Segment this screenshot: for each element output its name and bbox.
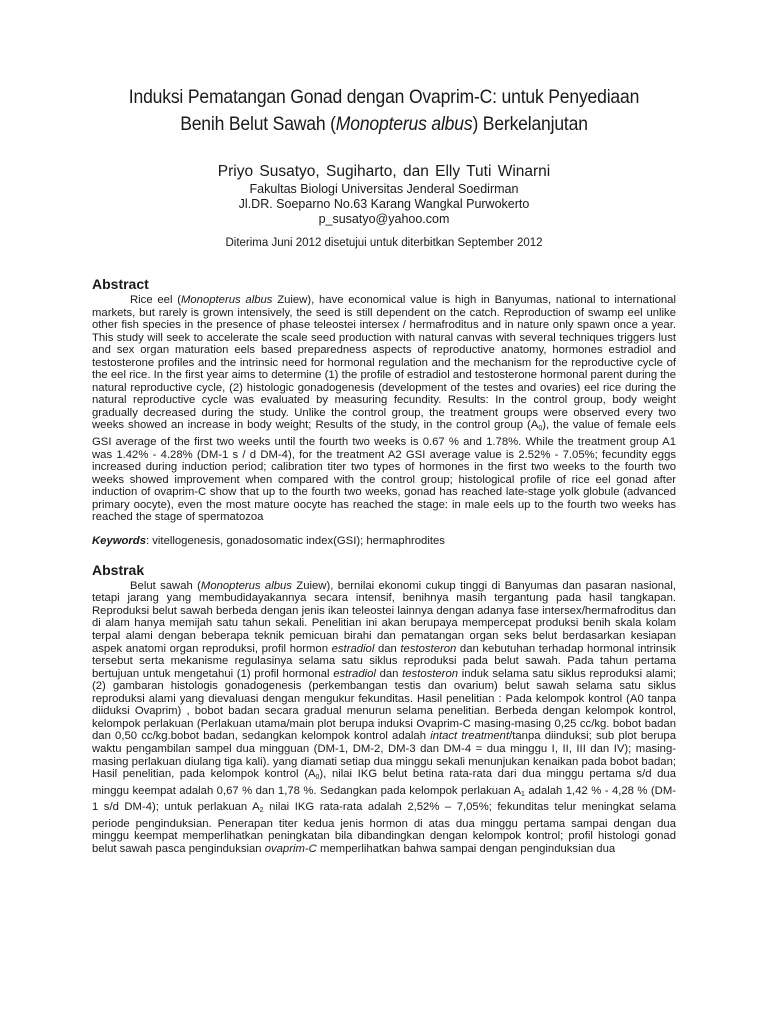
- text-run: induk selama satu siklus reproduksi alami; (2) gambaran histologis gonadogenesis (perkembangan testis dan ovarium) belut sawah selama satu siklus reproduksi alami yang dievaluasi dengan mengukur fekunditas. Hasil penelitian : Pada kelompok kontrol (A0 tanpa diiduksi Ovaprim) , bobot badan secara gradual menurun selama penelitian. Berbeda dengan kelompok kontrol, kelompok perlakuan (Perlakuan utama/main plot berupa induksi Ovaprim-C masing-masing 0,25 cc/kg. bobot badan dan 0,50 cc/kg.bobot badan, sedangkan kelompok kontrol adalah: [92, 667, 676, 743]
- subscript: 0: [538, 425, 543, 433]
- abstrak-heading: Abstrak: [92, 561, 145, 578]
- authors: Priyo Susatyo, Sugiharto, dan Elly Tuti Winarni: [217, 163, 551, 180]
- text-run: memperlihatkan bahwa sampai dengan penginduksian dua: [316, 842, 616, 855]
- title-text: ) Berkelanjutan: [472, 113, 588, 135]
- abstrak-section: [92, 562, 676, 855]
- subscript: 1: [521, 790, 525, 798]
- author-email: p_susatyo@yahoo.com: [318, 212, 450, 226]
- title-species: Monopterus albus: [335, 113, 473, 135]
- subscript: 2: [259, 807, 264, 815]
- abstract-text: [92, 294, 676, 524]
- keywords-label: Keywords: [92, 534, 146, 547]
- italic-term: testosteron: [400, 642, 457, 655]
- keywords: [92, 534, 676, 548]
- title-block: [0, 84, 768, 227]
- italic-term: ovaprim-C: [264, 842, 317, 855]
- abstrak-text: [92, 580, 676, 855]
- text-run: nilai IKG rata-rata adalah 2,52% – 7,05%; fekunditas telur meningkat selama periode penginduksian. Penerapan titer kedua jenis hormon di atas dua minggu pertama sampai dengan dua minggu keempat memperlihatkan peningkatan bila dibandingkan dengan kelompok kontrol; profil histologi gonad belut sawah pasca penginduksian: [92, 801, 676, 855]
- affiliation-faculty: Fakultas Biologi Universitas Jenderal Soedirman: [249, 182, 519, 196]
- text-run: Zuiew), have economical value is high in Banyumas, national to international markets, but rarely is grown intensively, the seed is still dependent on the catch. Reproduction of swamp eel unlike other fish species in the presence of phase teleostei intersex / hermafroditus and in nature only spawn once a year. This study will seek to accelerate the scale seed production with natural canvas with several techniques triggers lust and sex organ maturation eels based preparedness aspects of reproductive anatomy, hormones estradiol and testosterone profiles and the intrinsic need for hormonal regulation and the mechanism for the reproductive cycle of the eel rice. In the first year aims to determine (1) the profile of estradiol and testosterone hormonal parent during the natural reproductive cycle, (2) histologic gonadogenesis (development of the testes and ovaries) eel rice during the natural reproductive cycle was evaluated by measuring fecundity. Results: In the control group, body weight gradually decreased during the study. Unlike the control group, the treatment groups were observed every two weeks showed an increase in body weight; Results of the study, in the control group (A: [92, 294, 676, 432]
- species-name: Monopterus albus: [200, 579, 292, 592]
- species-name: Monopterus albus: [180, 294, 273, 306]
- abstract-heading: Abstract: [92, 276, 149, 292]
- paper-title-line-1: Induksi Pematangan Gonad dengan Ovaprim-C: untuk Penyediaan: [128, 86, 640, 108]
- text-run: dan kebutuhan terhadap hormonal intrinsik tersebut serta mekanisme regulasinya selama satu siklus reproduksi pada belut sawah. Pada tahun pertama bertujuan untuk mengetahui (1) profil hormonal: [92, 642, 677, 680]
- affiliation-address: Jl.DR. Soeparno No.63 Karang Wangkal Purwokerto: [238, 197, 530, 211]
- italic-term: intact treatment: [430, 730, 510, 743]
- paper-title-line-2: [38, 111, 729, 138]
- text-run: /tanpa diinduksi; sub plot berupa waktu pengambilan sampel dua mingguan (DM-1, DM-2, DM-3 dan DM-4 = dua minggu I, II, III dan IV); masing-masing perlakuan diulang tiga kali). yang diamati setiap dua minggu sekali menunjukan kenaikan pada bobot badan; Hasil penelitian, pada kelompok kontrol (A: [92, 730, 676, 781]
- italic-term: estradiol: [333, 667, 376, 680]
- text-run: ), the value of female eels GSI average of the first two weeks until the fourth two weeks is 0.67 % and 1.78%. While the treatment group A1 was 1.42% - 4.28% (DM-1 s / d DM-4), for the treatment A2 GSI average value is 2.52% - 7.05%; fecundity eggs increased during induction period; calibration titer two types of hormones in the first two weeks to the fourth two weeks showed improvement when compared with the control group; histological profile of rice eel gonad after induction of ovaprim-C show that up to the fourth two weeks, gonad has reached late-stage yolk globule (advanced primary oocyte), even the most mature oocyte has reached the stage: in male eels up to the fourth two weeks has reached the stage of spermatozoa: [92, 419, 677, 524]
- paper-body: [92, 276, 676, 855]
- text-run: Belut sawah (: [130, 579, 201, 592]
- text-run: dan: [375, 667, 403, 680]
- title-text: Benih Belut Sawah (: [180, 113, 336, 135]
- received-date: Diterima Juni 2012 disetujui untuk diterbitkan September 2012: [225, 237, 543, 249]
- italic-term: estradiol: [331, 642, 375, 655]
- text-run: adalah 1,42 % - 4,28 % (DM-1 s/d DM-4); untuk perlakuan A: [92, 784, 676, 814]
- text-run: ), nilai IKG belut betina rata-rata dari dua minggu pertama s/d dua minggu keempat adalah 0,67 % dan 1,78 %. Sedangkan pada kelompok perlakuan A: [92, 768, 676, 797]
- subscript: 0: [315, 774, 320, 782]
- keywords-text: : vitellogenesis, gonadosomatic index(GSI); hermaphrodites: [146, 534, 445, 547]
- italic-term: testosteron: [402, 667, 459, 680]
- text-run: dan: [374, 642, 401, 655]
- text-run: Rice eel (: [130, 294, 181, 306]
- text-run: Zuiew), bernilai ekonomi cukup tinggi di Banyumas dan pasaran nasional, tetapi jarang yang membudidayakannya secara intensif, benihnya masih tergantung pada hasil tangkapan. Reproduksi belut sawah berbeda dengan jenis ikan teleostei lainnya dengan adanya fase intersex/hermafroditus dan di alam hanya memijah satu tahun sekali. Penelitian ini akan berupaya mempercepat produksi benih skala kolam terpal alami dengan beberapa teknik pemicuan birahi dan pematangan organ seks belut berdasarkan kesiapan aspek anatomi organ reproduksi, profil hormon: [92, 579, 676, 655]
